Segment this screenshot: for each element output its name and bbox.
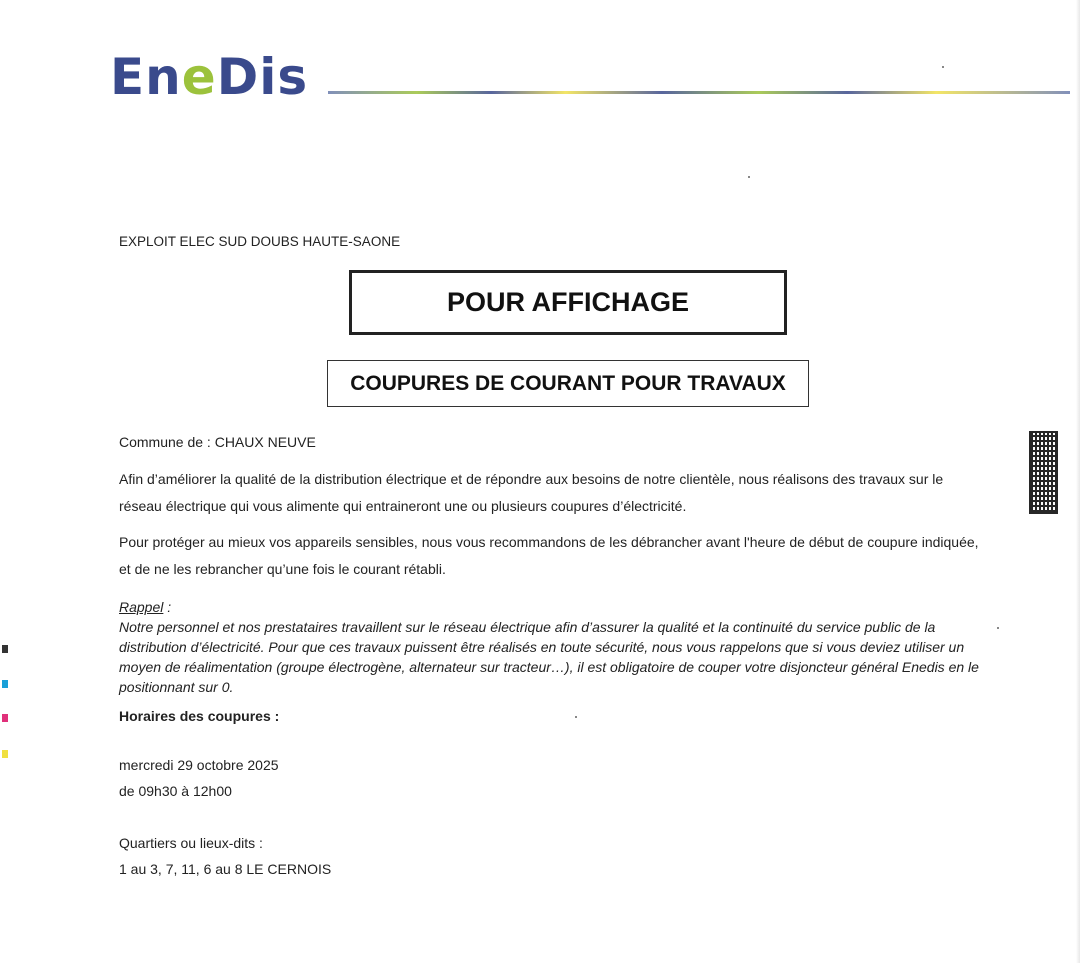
datamatrix-code bbox=[1029, 431, 1058, 514]
scan-speck bbox=[942, 66, 944, 68]
schedule-date: mercredi 29 octobre 2025 bbox=[119, 757, 279, 773]
rappel-label: Rappel bbox=[119, 599, 164, 615]
title-box bbox=[349, 270, 787, 335]
rappel-block bbox=[119, 597, 989, 697]
print-swatch-cyan bbox=[2, 680, 8, 688]
print-swatch-yellow bbox=[2, 750, 8, 758]
rappel-sep: : bbox=[163, 599, 172, 615]
advice-paragraph: Pour protéger au mieux vos appareils sensibles, nous vous recommandons de les débrancher avant l'heure de début de coupure indiquée, et de ne les rebrancher qu’une fois le courant rétabli. bbox=[119, 534, 979, 577]
print-swatch-black bbox=[2, 645, 8, 653]
page-subtitle: COUPURES DE COURANT POUR TRAVAUX bbox=[350, 371, 786, 395]
print-swatch-magenta bbox=[2, 714, 8, 722]
scan-speck bbox=[748, 176, 750, 178]
intro-paragraph: Afin d’améliorer la qualité de la distribution électrique et de répondre aux besoins de notre clientèle, nous réalisons des travaux sur le réseau électrique qui vous alimente qui entraineront une ou plusieurs coupures d’électricité. bbox=[119, 471, 944, 514]
scan-speck bbox=[575, 716, 577, 718]
header-rule bbox=[328, 91, 1070, 94]
rappel-text: Notre personnel et nos prestataires travaillent sur le réseau électrique afin d’assurer la qualité et la continuité du service public de la distribution d’électricité. Pour que ces travaux puissent être réalisés en toute sécurité, nous vous rappelons que si vous deviez utiliser un moyen de réalimentation (groupe électrogène, alternateur sur tracteur…), il est obligatoire de couper votre disjoncteur général Enedis en le positionnant sur 0. bbox=[119, 619, 979, 695]
logo-text-1: En bbox=[110, 48, 182, 106]
locations-value: 1 au 3, 7, 11, 6 au 8 LE CERNOIS bbox=[119, 861, 332, 877]
schedule-heading: Horaires des coupures : bbox=[119, 708, 280, 724]
page-edge bbox=[1076, 0, 1080, 963]
scan-speck bbox=[997, 627, 999, 629]
schedule-time: de 09h30 à 12h00 bbox=[119, 783, 232, 799]
subtitle-box bbox=[327, 360, 809, 407]
locations-heading: Quartiers ou lieux-dits : bbox=[119, 835, 263, 851]
commune-line: Commune de : CHAUX NEUVE bbox=[119, 434, 316, 450]
service-name: EXPLOIT ELEC SUD DOUBS HAUTE-SAONE bbox=[119, 234, 401, 249]
enedis-logo bbox=[110, 48, 309, 106]
logo-text-2: e bbox=[181, 48, 217, 106]
page-title: POUR AFFICHAGE bbox=[447, 287, 689, 317]
logo-text-3: Dis bbox=[216, 48, 309, 106]
